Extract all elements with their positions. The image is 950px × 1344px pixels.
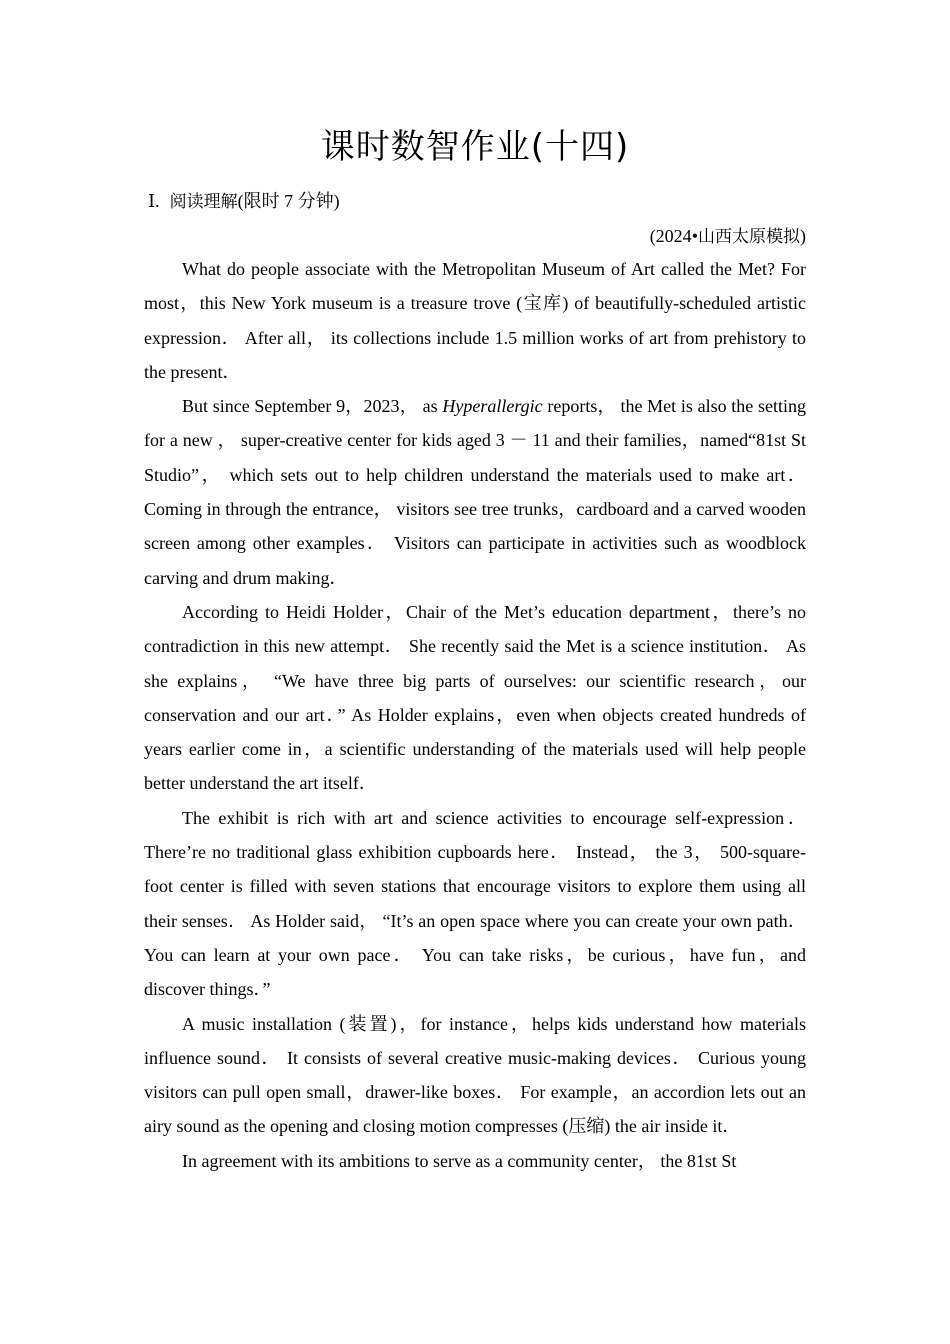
page-title: 课时数智作业(十四) (320, 127, 630, 167)
paragraph-3: According to Heidi Holder，Chair of the Met’s education department，there’s no contradiction in this new attempt． She recently said the Met is a science institution． As she explains， “We have three big parts of ourselves: our scientific research，our conservation and our art．” As Holder explains，even when objects created hundreds of years earlier come in，a scientific understanding of the materials used will help people better understand the art itself． (144, 601, 806, 794)
paragraph-1: What do people associate with the Metropolitan Museum of Art called the Met? For most，this New York museum is a treasure trove (宝库) of beautifully-scheduled artistic expression． After all， its collections include 1.5 million works of art from prehistory to the present． (144, 259, 806, 382)
paragraph-2-start: But since September 9，2023， as (182, 396, 443, 417)
publication-name: Hyperallergic (442, 396, 543, 417)
paragraph-2-rest: reports， the Met is also the setting for a new ， super-creative center for kids aged 3 － 11 and their families，named“81st St Studio”， which sets out to help children understand the materials used to make art． Coming in through the entrance， visitors see tree trunks，cardboard and a carved wooden screen among other examples． Visitors can participate in activities such as woodblock carving and drum making． (144, 396, 806, 588)
section-number: Ⅰ. (148, 191, 160, 211)
passage-body (144, 252, 806, 1178)
paragraph-2 (144, 389, 806, 595)
section-time-limit: (限时 7 分钟) (237, 191, 340, 211)
source-place: 山西太原模拟 (698, 227, 800, 247)
paragraph-6: In agreement with its ambitions to serve as a community center， the 81st St (182, 1150, 737, 1171)
section-heading (144, 187, 340, 216)
source-dot: • (691, 226, 698, 246)
source-citation (650, 222, 806, 251)
source-year: (2024 (649, 226, 692, 246)
section-label: 阅读理解 (169, 192, 238, 212)
paragraph-5: A music installation (装置)，for instance，helps kids understand how materials influence sound． It consists of several creative music-making devices． Curious young visitors can pull open small，drawer-like boxes． For example，an accordion lets out an airy sound as the opening and closing motion compresses (压缩) the air inside it． (144, 1013, 806, 1137)
paragraph-4: The exhibit is rich with art and science activities to encourage self-expression． There’re no traditional glass exhibition cupboards here． Instead， the 3， 500-square-foot center is filled with seven stations that encourage visitors to explore them using all their senses． As Holder said， “It’s an open space where you can create your own path． You can learn at your own pace． You can take risks，be curious，have fun，and discover things．” (144, 807, 806, 1000)
source-close: ) (800, 226, 806, 246)
